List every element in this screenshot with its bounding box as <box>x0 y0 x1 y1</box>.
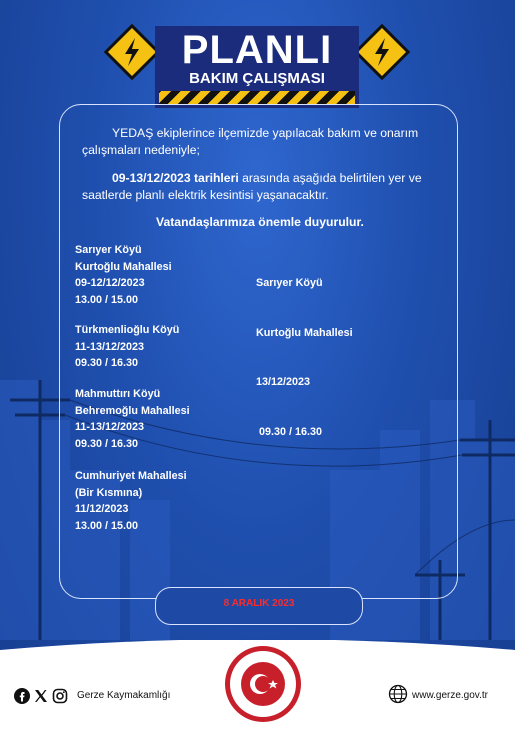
globe-icon <box>388 684 408 704</box>
banner-title: PLANLI <box>181 28 333 72</box>
location-block <box>256 242 353 473</box>
hazard-stripes <box>159 91 355 105</box>
location-4-line-3: 11-13/12/2023 <box>75 421 145 433</box>
announcement-date: 8 ARALIK 2023 <box>223 598 295 609</box>
header-banner <box>155 26 359 108</box>
right-warning-sign-icon <box>354 24 410 80</box>
location-5-line-2: (Bir Kısmına) <box>75 486 143 499</box>
location-2-line-4: 09.30 / 16.30 <box>256 425 323 438</box>
location-4-line-4: 09.30 / 16.30 <box>75 437 139 450</box>
banner-subtitle: BAKIM ÇALIŞMASI <box>189 70 325 87</box>
footer-account-name[interactable]: Gerze Kaymakamlığı <box>77 690 171 701</box>
notice-text: Vatandaşlarımıza önemle duyurulur. <box>156 215 364 229</box>
location-3-line-1: Türkmenlioğlu Köyü <box>75 324 180 336</box>
intro-line-2: çalışmaları nedeniyle; <box>82 143 200 157</box>
location-5-line-1: Cumhuriyet Mahallesi <box>75 470 187 482</box>
footer-website-link[interactable]: www.gerze.gov.tr <box>412 690 488 701</box>
location-5-line-3: 11/12/2023 <box>75 503 129 515</box>
location-2-line-3: 13/12/2023 <box>256 376 311 388</box>
announcement-date-box <box>155 587 363 625</box>
intro-dates: 09-13/12/2023 tarihleri <box>112 171 239 185</box>
location-block <box>75 468 187 534</box>
location-1-line-1: Sarıyer Köyü <box>75 244 142 256</box>
location-1-line-2: Kurtoğlu Mahallesi <box>75 260 172 273</box>
location-3-line-3: 09.30 / 16.30 <box>75 357 139 369</box>
location-4-line-2: Behremoğlu Mahallesi <box>75 404 190 417</box>
location-5-line-4: 13.00 / 15.00 <box>75 519 139 532</box>
left-warning-sign-icon <box>104 24 160 80</box>
location-3-line-2: 11-13/12/2023 <box>75 340 145 353</box>
kaymakamlik-seal-logo <box>223 644 303 724</box>
location-block <box>75 386 190 452</box>
location-2-line-1: Sarıyer Köyü <box>256 277 323 289</box>
location-2-line-2: Kurtoğlu Mahallesi <box>256 326 353 339</box>
intro-line-3 <box>112 170 422 187</box>
facebook-icon[interactable] <box>14 688 30 704</box>
location-block <box>75 322 179 372</box>
location-4-line-1: Mahmuttırı Köyü <box>75 388 161 400</box>
location-1-line-3: 09-12/12/2023 <box>75 277 145 289</box>
intro-line-4: saatlerde planlı elektrik kesintisi yaşanacaktır. <box>82 188 329 202</box>
intro-line-3-rest: arasında aşağıda belirtilen yer ve <box>238 171 422 185</box>
location-block <box>75 242 172 308</box>
intro-line-1: YEDAŞ ekiplerince ilçemizde yapılacak bakım ve onarım <box>112 126 419 140</box>
x-icon[interactable] <box>33 688 49 704</box>
instagram-icon[interactable] <box>52 688 68 704</box>
location-1-line-4: 13.00 / 15.00 <box>75 293 139 306</box>
